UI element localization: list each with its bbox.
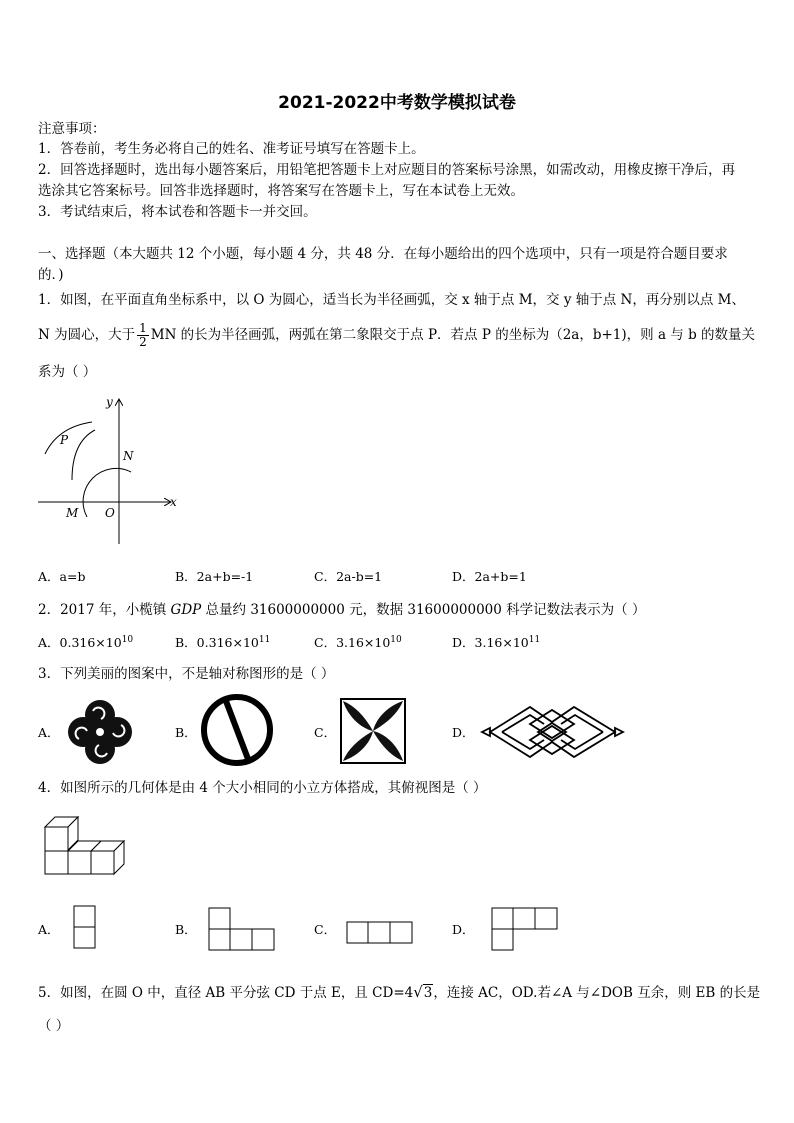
q3-pattern-d-icon xyxy=(480,702,625,762)
q4-top-view-a xyxy=(73,905,97,949)
q4-cube-solid-figure xyxy=(44,815,134,877)
q1-option-d[interactable]: D．2a+b=1 xyxy=(452,569,527,584)
q2-stem-gdp: GDP xyxy=(170,602,202,618)
q4-option-d[interactable]: D． xyxy=(452,922,475,937)
q2-option-d-text: D．3.16×10 xyxy=(452,635,529,650)
q2-option-d[interactable] xyxy=(452,633,540,651)
q1-option-c[interactable]: C．2a-b=1 xyxy=(314,569,383,584)
sqrt-radicand: 3 xyxy=(423,985,433,1001)
label-m: M xyxy=(66,506,79,520)
q1-coordinate-figure xyxy=(30,392,190,552)
q1-text-a: N 为圆心，大于 xyxy=(38,327,136,343)
q3-pattern-c-icon xyxy=(340,698,406,764)
q3-stem: 3．下列美丽的图案中，不是轴对称图形的是（ ） xyxy=(38,666,335,682)
q3-option-b[interactable]: B． xyxy=(175,725,197,740)
q2-option-b-exp: 11 xyxy=(258,634,271,645)
q5-stem-b: ，连接 AC，OD.若∠A 与∠DOB 互余，则 EB 的长是 xyxy=(433,985,761,1001)
q4-top-view-c xyxy=(346,921,414,945)
sqrt-sign: √ xyxy=(413,983,423,1001)
q3-option-d[interactable]: D． xyxy=(452,725,475,740)
q1-stem-line2 xyxy=(38,318,755,352)
q3-pattern-a-icon xyxy=(65,697,135,767)
page-title: 2021-2022中考数学模拟试卷 xyxy=(278,93,516,113)
q5-answer-bracket: （ ） xyxy=(38,1018,70,1034)
q2-stem-a: 2．2017 年，小榄镇 xyxy=(38,602,171,618)
label-o: O xyxy=(105,506,115,520)
q3-option-c[interactable]: C． xyxy=(314,725,337,740)
notice-item-2: 2．回答选择题时，选出每小题答案后，用铅笔把答题卡上对应题目的答案标号涂黑，如需改动，用橡皮擦干净后，再 xyxy=(38,162,736,178)
q2-option-c-text: C．3.16×10 xyxy=(314,635,391,650)
q2-option-a[interactable] xyxy=(38,633,133,651)
q1-option-a[interactable]: A．a=b xyxy=(38,569,86,584)
q2-option-c-exp: 10 xyxy=(390,634,402,645)
q2-option-b[interactable] xyxy=(175,633,270,651)
label-n: N xyxy=(123,449,134,463)
q4-option-b[interactable]: B． xyxy=(175,922,197,937)
notice-item-1: 1．答卷前，考生务必将自己的姓名、准考证号填写在答题卡上。 xyxy=(38,141,425,157)
q5-stem xyxy=(38,982,760,1003)
arc-from-n xyxy=(72,430,95,480)
notice-item-2-cont: 选涂其它答案标号。回答非选择题时，将答案写在答题卡上，写在本试卷上无效。 xyxy=(38,183,524,199)
q4-top-view-d xyxy=(491,907,559,951)
q2-option-c[interactable] xyxy=(314,633,402,651)
notice-item-3: 3．考试结束后，将本试卷和答题卡一并交回。 xyxy=(38,204,317,220)
q1-stem-line1: 1．如图，在平面直角坐标系中，以 O 为圆心，适当长为半径画弧，交 x 轴于点 M，交 y 轴于点 N，再分别以点 M、 xyxy=(38,292,745,308)
label-y: y xyxy=(106,395,113,409)
q4-top-view-b xyxy=(208,907,276,951)
q1-stem-line3: 系为（ ） xyxy=(38,364,97,380)
label-x: x xyxy=(170,495,177,509)
q3-pattern-b-icon xyxy=(199,692,275,768)
q2-stem-b: 总量约 31600000000 元，数据 31600000000 科学记数法表示为（ ） xyxy=(201,602,646,618)
q2-option-b-text: B．0.316×10 xyxy=(175,635,259,650)
frac-denominator: 2 xyxy=(139,335,147,349)
q1-option-b[interactable]: B．2a+b=-1 xyxy=(175,569,254,584)
q2-option-d-exp: 11 xyxy=(528,634,541,645)
section-heading-cont: 的．) xyxy=(38,267,64,283)
section-heading: 一、选择题（本大题共 12 个小题，每小题 4 分，共 48 分．在每小题给出的四个选项中，只有一项是符合题目要求 xyxy=(38,246,728,262)
frac-numerator: 1 xyxy=(139,321,147,335)
q4-stem: 4．如图所示的几何体是由 4 个大小相同的小立方体搭成，其俯视图是（ ） xyxy=(38,780,487,796)
q1-fraction xyxy=(137,322,149,349)
q4-option-a[interactable]: A． xyxy=(38,922,60,937)
q2-stem xyxy=(38,600,645,620)
q2-option-a-exp: 10 xyxy=(121,634,134,645)
label-p: P xyxy=(60,433,69,447)
q5-stem-a: 5．如图，在圆 O 中，直径 AB 平分弦 CD 于点 E，且 CD=4 xyxy=(38,985,414,1001)
q2-option-a-text: A．0.316×10 xyxy=(38,635,122,650)
q1-text-b: MN 的长为半径画弧，两弧在第二象限交于点 P．若点 P 的坐标为（2a，b+1)，则 a 与 b 的数量关 xyxy=(150,327,756,343)
notice-heading: 注意事项： xyxy=(38,121,106,137)
q4-option-c[interactable]: C． xyxy=(314,922,337,937)
q3-option-a[interactable]: A． xyxy=(38,725,60,740)
